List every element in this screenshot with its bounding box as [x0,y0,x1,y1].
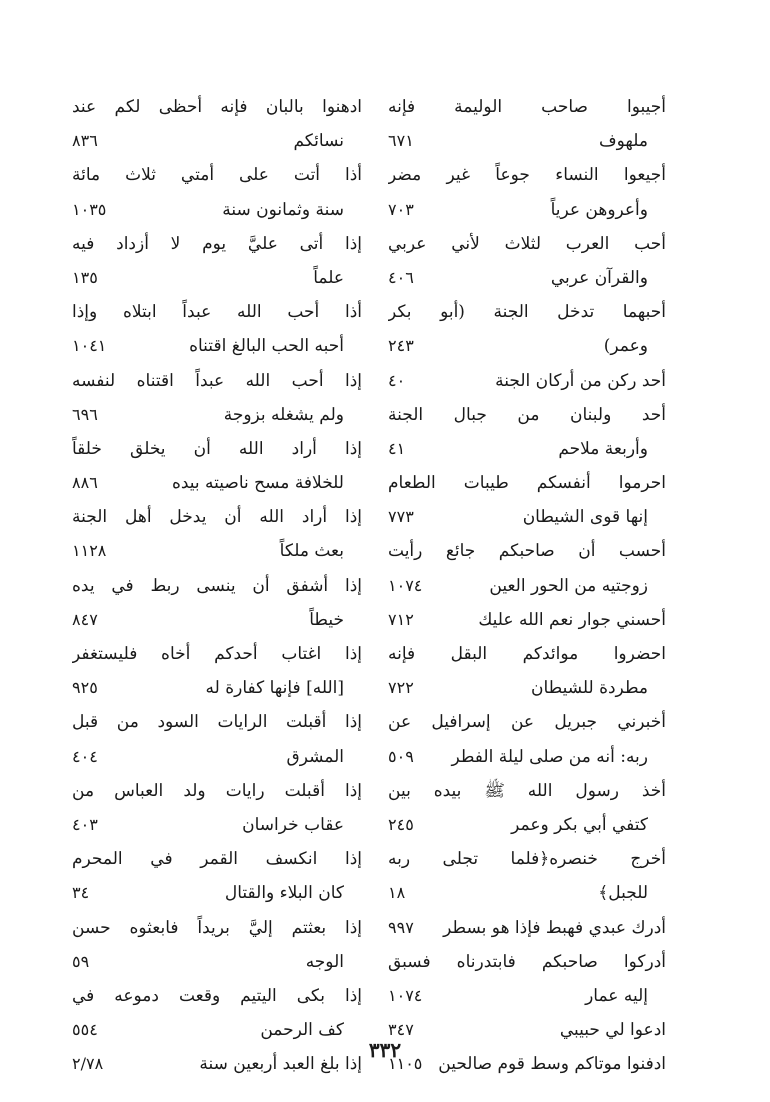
entry-text: المشرق [286,746,344,767]
index-entry [72,432,362,500]
page-number: ٣٣٢ [368,1038,402,1062]
entry-text: أجيعوا النساء جوعاً غير مضر [388,165,666,186]
entry-last-line [72,945,362,979]
entry-page-number: ٩٩٧ [388,917,414,937]
index-entry [388,637,666,705]
entry-page-number: ٢٤٥ [388,814,414,834]
entry-page-number: ١٣٥ [72,267,98,287]
entry-last-line [388,876,666,910]
entry-text: إذا أتى عليَّ يوم لا أزداد فيه [72,233,362,254]
entry-page-number: ٤٠٤ [72,746,98,766]
index-entry [388,534,666,602]
entry-text: مطردة للشيطان [530,678,648,699]
entry-last-line [72,534,362,568]
index-entry [388,227,666,295]
entry-page-number: ٨٨٦ [72,473,98,493]
entry-page-number: ٦٧١ [388,131,414,151]
entry-last-line [388,124,666,158]
entry-page-number: ٩٢٥ [72,678,98,698]
entry-last-line [72,466,362,500]
entry-text: إليه عمار [585,985,648,1006]
entry-text: احرموا أنفسكم طيبات الطعام [388,473,666,494]
index-entry [388,398,666,466]
entry-text: إذا بلغ العبد أربعين سنة [199,1054,362,1075]
index-entry [72,842,362,910]
entry-page-number: ١١٢٨ [72,541,107,561]
index-entry [388,90,666,158]
entry-text: أحد ركن من أركان الجنة [495,370,666,391]
entry-text: إذا أقبلت الرايات السود من قبل [72,712,362,733]
entry-page-number: ٨٤٧ [72,609,98,629]
entry-text: خيطاً [309,609,344,630]
entry-page-number: ٧٧٣ [388,507,414,527]
index-entry [72,569,362,637]
entry-text: أحب العرب لثلاث لأني عربي [388,233,666,254]
entry-text: أذا أحب الله عبداً ابتلاه وإذا [72,302,362,323]
entry-last-line [388,808,666,842]
entry-text: إذا بعثتم إليَّ بريداً فابعثوه حسن [72,917,362,938]
entry-text: ادعوا لي حبيبي [559,1020,666,1041]
entry-page-number: ٣٤٧ [388,1020,414,1040]
entry-last-line [72,329,362,363]
entry-text: أخرج خنصره﴿فلما تجلى ربه [388,849,666,870]
entry-last-line [72,124,362,158]
entry-text: كان البلاء والقتال [224,883,344,904]
entry-text: إنها قوى الشيطان [522,507,648,528]
entry-text: والقرآن عربي [550,267,648,288]
entry-page-number: ١٠٤١ [72,336,107,356]
entry-last-line [72,876,362,910]
entry-last-line [72,261,362,295]
index-column-right [388,90,666,1081]
entry-last-line [72,603,362,637]
entry-text: للخلافة مسح ناصيته بيده [171,473,344,494]
index-entry [72,979,362,1047]
index-entry [388,364,666,398]
entry-last-line [388,261,666,295]
entry-last-line [388,364,666,398]
index-entry [388,945,666,1013]
entry-text: أحبهما تدخل الجنة (أبو بكر [388,302,666,323]
entry-text: نسائكم [293,131,344,152]
entry-text: أذا أتت على أمتي ثلاث مائة [72,165,362,186]
entry-page-number: ١٨ [388,883,406,903]
entry-text: ملهوف [599,131,648,152]
entry-page-number: ٤٠٦ [388,267,414,287]
entry-text: احضروا موائدكم البقل فإنه [388,644,666,664]
index-entry [388,705,666,773]
entry-page-number: ٧٠٣ [388,199,414,219]
index-column-left [72,90,362,1081]
entry-text: أحسب أن صاحبكم جائع رأيت [388,541,666,562]
entry-page-number: ٤٠ [388,370,406,390]
entry-text: ولم يشغله بزوجة [223,404,344,425]
entry-page-number: ٦٩٦ [72,404,98,424]
entry-text: ربه: أنه من صلى ليلة الفطر [451,746,648,767]
entry-text: إذا بكى اليتيم وقعت دموعه في [72,985,362,1006]
entry-page-number: ١١٠٥ [388,1054,423,1074]
entry-last-line [388,740,666,774]
entry-text: إذا اغتاب أحدكم أخاه فليستغفر [72,644,362,664]
entry-page-number: ١٠٣٥ [72,199,107,219]
index-entry [72,295,362,363]
index-entry [72,158,362,226]
entry-page-number: ٢/٧٨ [72,1054,104,1074]
entry-last-line [72,740,362,774]
index-entry [388,603,666,637]
index-entry [72,637,362,705]
entry-last-line [388,500,666,534]
entry-text: أحسني جوار نعم الله عليك [478,609,666,630]
index-entry [72,227,362,295]
entry-text: إذا انكسف القمر في المحرم [72,849,362,870]
entry-page-number: ٧١٢ [388,609,414,629]
entry-text: أدركوا صاحبكم فابتدرناه فسبق [388,951,666,972]
entry-text: كتفي أبي بكر وعمر [511,814,648,835]
entry-text: إذا أقبلت رايات ولد العباس من [72,780,362,801]
entry-text: ادفنوا موتاكم وسط قوم صالحين [438,1054,666,1075]
index-entry [388,466,666,534]
entry-page-number: ٣٤ [72,883,90,903]
entry-text: ادهنوا بالبان فإنه أحظى لكم عند [72,97,362,117]
index-entry [72,364,362,432]
entry-last-line [72,808,362,842]
index-entry [72,911,362,979]
entry-text: أحد ولبنان من جبال الجنة [388,404,666,425]
entry-page-number: ٥٥٤ [72,1020,98,1040]
index-entry [388,774,666,842]
entry-last-line [388,329,666,363]
entry-text: للجبل﴾ [598,883,648,904]
entry-text: بعث ملكاً [279,541,344,562]
entry-text: [الله] فإنها كفارة له [205,678,344,699]
entry-text: عقاب خراسان [242,814,344,835]
entry-page-number: ٤١ [388,438,406,458]
entry-page-number: ٧٢٢ [388,678,414,698]
index-entry [72,500,362,568]
entry-text: وأعروهن عرياً [550,199,648,220]
entry-page-number: ١٠٧٤ [388,575,423,595]
entry-text: إذا أراد الله أن يخلق خلقاً [72,438,362,459]
index-entry [72,705,362,773]
entry-text: إذا أشفق أن ينسى ربط في يده [72,575,362,596]
entry-text: الوجه [305,951,344,972]
entry-text: أخذ رسول الله ﷺ بيده بين [388,780,666,801]
entry-page-number: ٨٣٦ [72,131,98,151]
entry-page-number: ٤٠٣ [72,814,98,834]
entry-text: وأربعة ملاحم [558,438,648,459]
entry-text: وعمر) [603,336,648,357]
entry-text: زوجتيه من الحور العين [489,575,648,596]
entry-last-line [388,569,666,603]
entry-last-line [72,398,362,432]
entry-last-line [388,193,666,227]
entry-last-line [388,671,666,705]
entry-text: أدرك عبدي فهبط فإذا هو بسطر [443,917,666,938]
entry-page-number: ١٠٧٤ [388,985,423,1005]
entry-text: علماً [313,267,344,288]
entry-last-line [388,911,666,945]
entry-page-number: ٢٤٣ [388,336,414,356]
entry-last-line [388,603,666,637]
index-entry [72,90,362,158]
index-entry [388,842,666,910]
entry-text: إذا أحب الله عبداً اقتناه لنفسه [72,370,362,391]
entry-page-number: ٥٠٩ [388,746,414,766]
entry-text: كف الرحمن [260,1020,344,1041]
entry-last-line [388,432,666,466]
index-entry [388,158,666,226]
entry-text: أحبه الحب البالغ اقتناه [189,336,344,357]
entry-page-number: ٥٩ [72,951,90,971]
entry-last-line [72,193,362,227]
entry-text: إذا أراد الله أن يدخل أهل الجنة [72,507,362,528]
entry-text: سنة وثمانون سنة [222,199,344,220]
index-entry [72,774,362,842]
entry-text: أخبرني جبريل عن إسرافيل عن [388,712,666,733]
index-entry [388,295,666,363]
index-entry [388,911,666,945]
entry-last-line [388,979,666,1013]
entry-last-line [72,671,362,705]
entry-text: أجيبوا صاحب الوليمة فإنه [388,97,666,117]
